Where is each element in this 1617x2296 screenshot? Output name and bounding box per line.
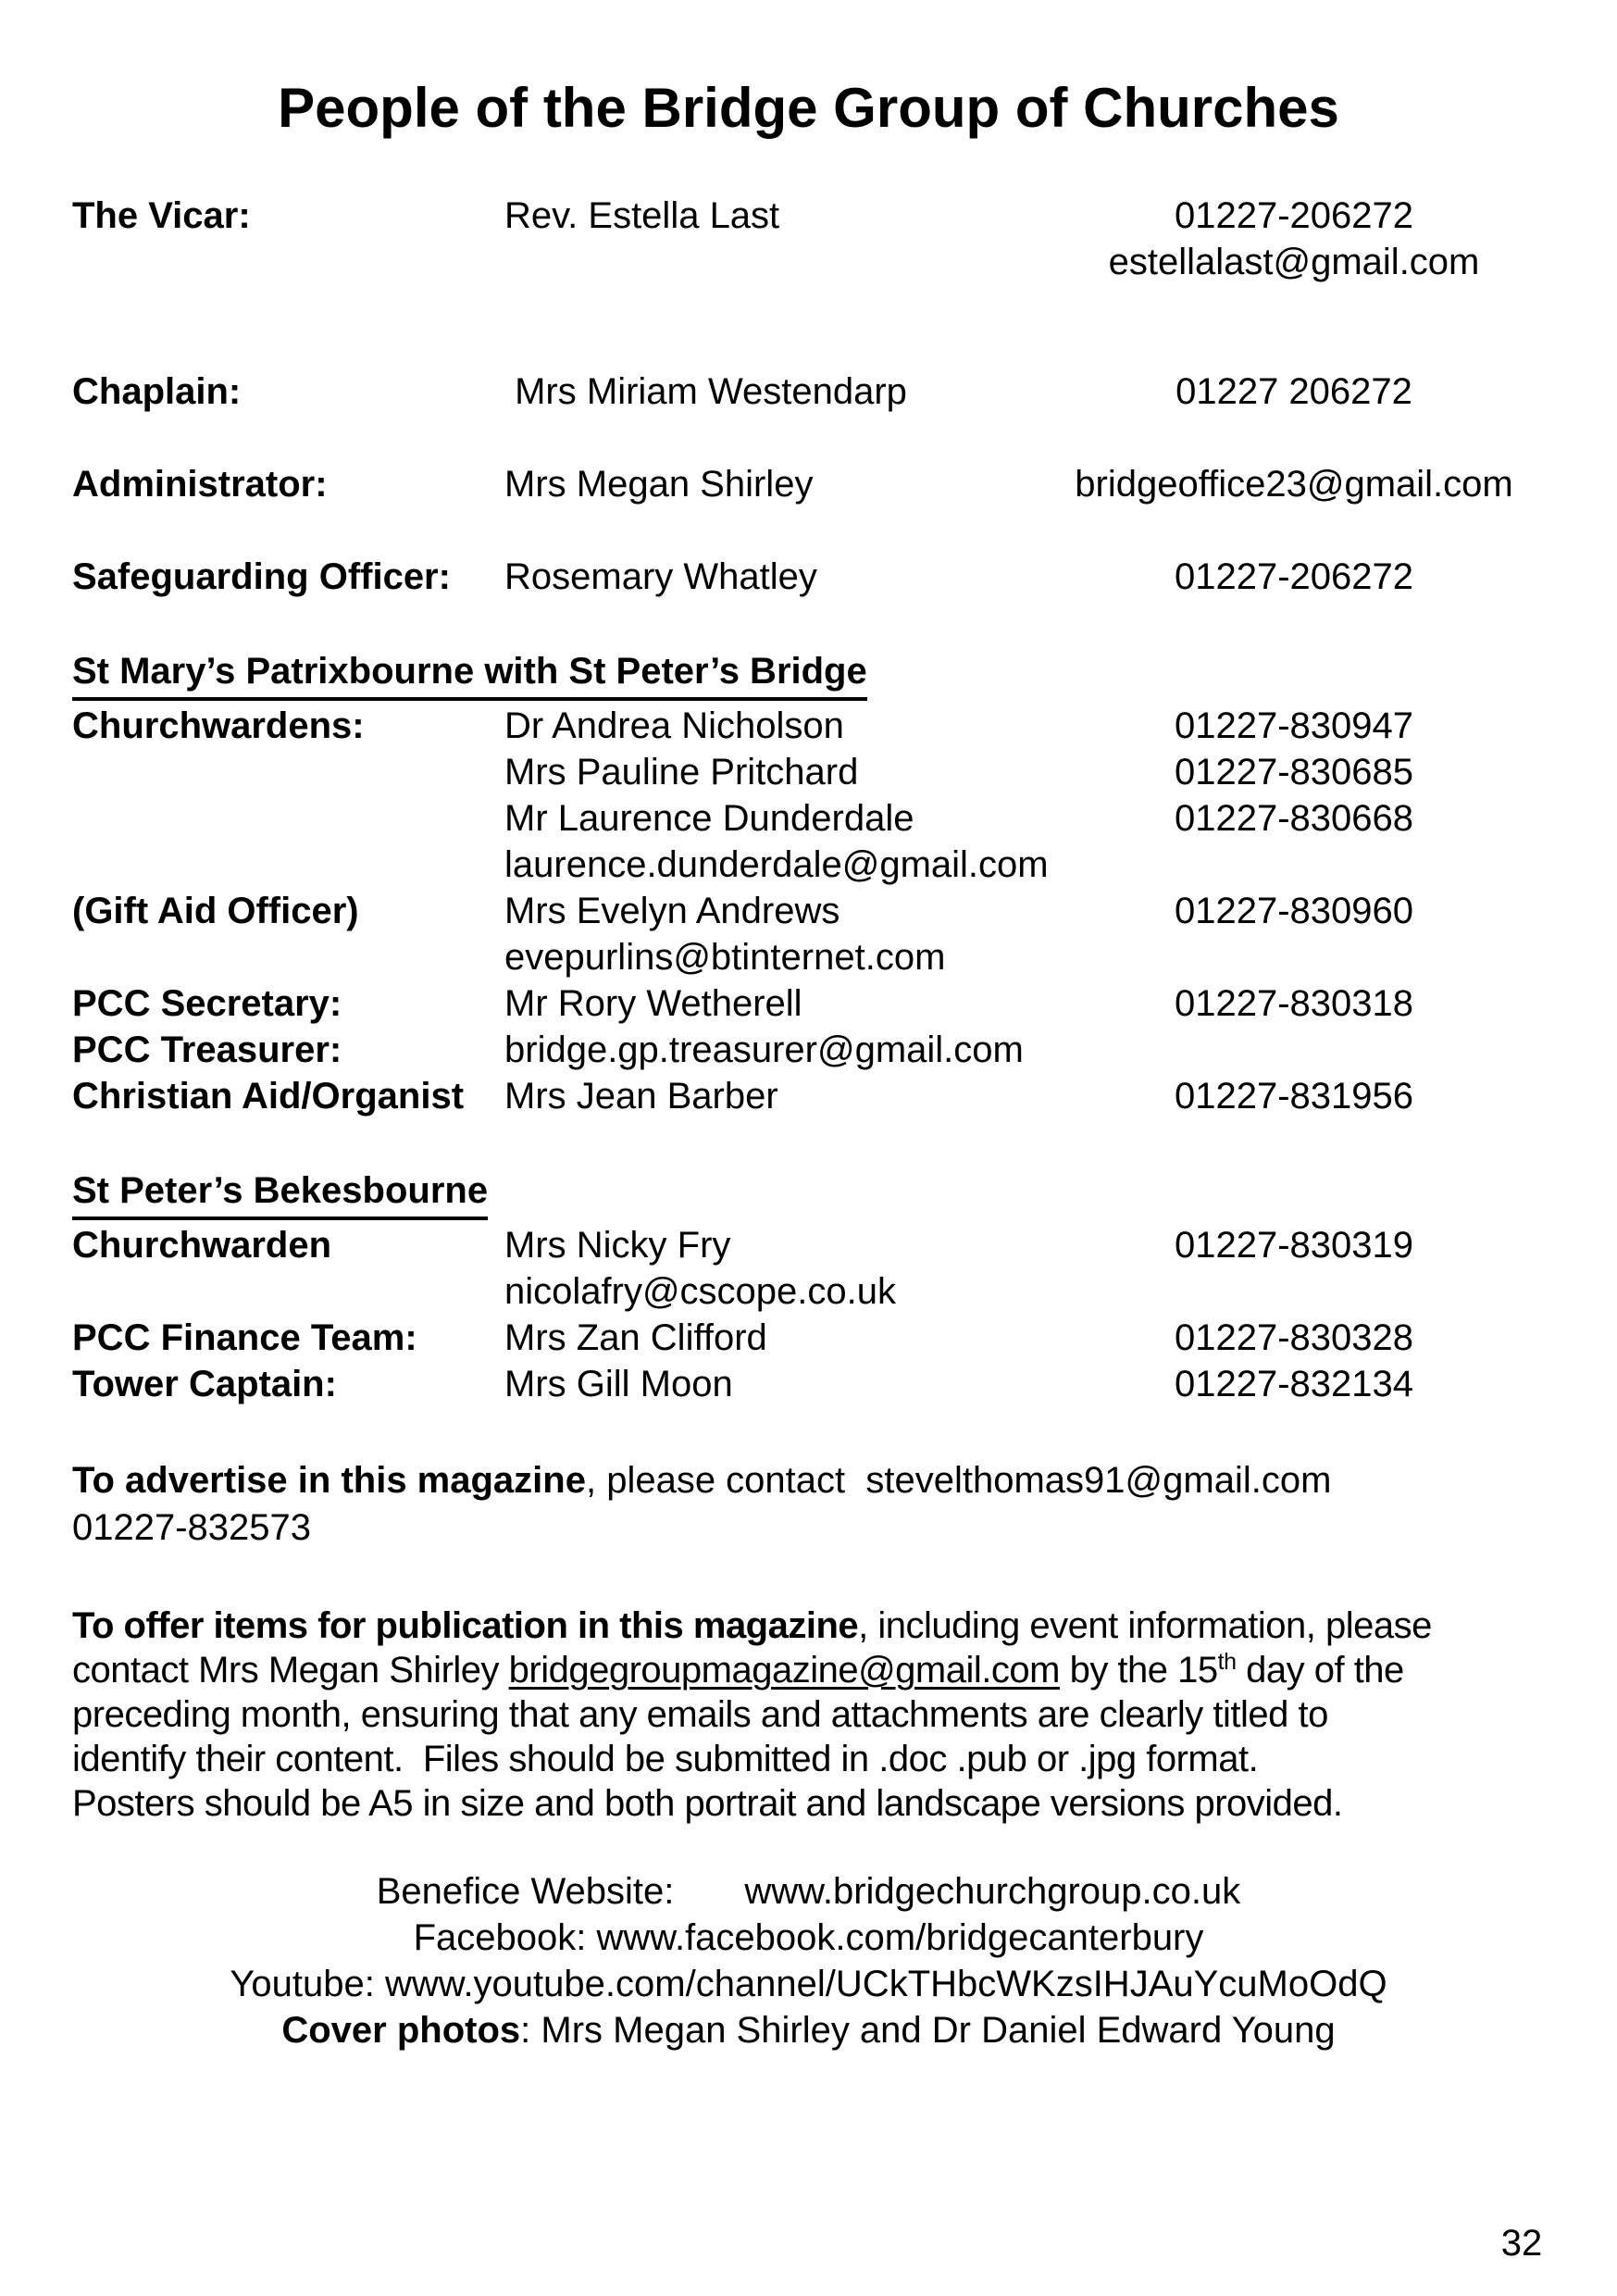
contact-value [1069,934,1519,980]
role-label: PCC Secretary: [72,983,342,1024]
superscript-ordinal: th [1217,1649,1237,1675]
role-label: Churchwarden [72,1225,332,1266]
directory-row [72,749,1545,795]
cover-photos-line [72,2007,1545,2053]
links-block [72,1868,1545,2053]
person-name: evepurlins@btinternet.com [504,937,946,978]
directory-row [72,1222,1545,1268]
contact-value: 01227-832134 [1174,1364,1414,1404]
advertise-contact-line [72,1457,1545,1504]
person-name: Mrs Gill Moon [504,1364,733,1404]
role-label: Christian Aid/Organist [72,1076,465,1117]
person-name: bridge.gp.treasurer@gmail.com [504,1029,1024,1070]
publication-line [72,1692,1545,1737]
contact-value: 01227-830318 [1174,983,1414,1024]
person-name: Mrs Nicky Fry [504,1225,731,1266]
contact-value: estellalast@gmail.com [1108,242,1480,282]
directory-row [72,980,1545,1027]
role-label: PCC Treasurer: [72,1029,342,1070]
publication-line [72,1737,1545,1781]
text-segment: : Mrs Megan Shirley and Dr Daniel Edward Young [520,2010,1336,2051]
section-heading-text: St Mary’s Patrixbourne with St Peter’s Bridge [72,646,867,701]
person-name [504,239,1069,285]
role-label: The Vicar: [72,195,251,236]
directory-top-rows [72,193,1545,600]
text-segment: day of the [1236,1650,1404,1691]
person-name: Mrs Miriam Westendarp [504,371,907,412]
facebook-line [72,1915,1545,1961]
role-label: (Gift Aid Officer) [72,891,359,931]
person-name: Rev. Estella Last [504,195,780,236]
section-bekesbourne [72,1166,1545,1407]
section-rows [72,1222,1545,1407]
benefice-website-line [72,1868,1545,1915]
contact-value: 01227-830319 [1174,1225,1414,1266]
text-segment: contact Mrs Megan Shirley [72,1650,509,1691]
page-number: 32 [1500,2223,1543,2264]
text-segment: identify their content. Files should be submitted in .doc .pub or .jpg format. [72,1739,1259,1779]
directory-row [72,795,1545,842]
publication-note [72,1603,1545,1826]
advertise-note [72,1457,1545,1552]
contacts-directory [72,193,1545,1407]
person-name: Mr Laurence Dunderdale [504,798,914,839]
directory-row [72,934,1545,980]
text-segment: Facebook: www.facebook.com/bridgecanterbury [413,1917,1204,1958]
person-name: Rosemary Whatley [504,556,817,597]
person-name: Mr Rory Wetherell [504,983,802,1024]
text-segment: , including event information, please [858,1605,1432,1646]
person-name: laurence.dunderdale@gmail.com [504,844,1049,885]
contact-value: 01227-830947 [1174,705,1414,746]
publication-line [72,1648,1545,1692]
role-label [72,795,504,842]
section-heading-text: St Peter’s Bekesbourne [72,1166,488,1220]
directory-row [72,461,1545,507]
contact-value: 01227-830960 [1174,891,1414,931]
contact-value: 01227-206272 [1174,195,1414,236]
section-heading [72,646,1545,701]
person-name: Mrs Pauline Pritchard [504,752,859,792]
section-rows [72,703,1545,1119]
text-segment: by the 15 [1059,1650,1218,1691]
directory-row [72,554,1545,600]
text-segment: Cover photos [281,2010,521,2051]
directory-row [72,1027,1545,1073]
person-name: Mrs Jean Barber [504,1076,778,1117]
page-title: People of the Bridge Group of Churches [278,77,1339,139]
directory-row [72,1268,1545,1315]
contact-value: 01227-206272 [1174,556,1414,597]
contact-value [1069,1027,1519,1073]
contact-value: 01227-830668 [1174,798,1414,839]
directory-row [72,1361,1545,1407]
directory-row [72,1315,1545,1361]
text-segment: , please contact stevelthomas91@gmail.com [585,1460,1332,1501]
person-name: nicolafry@cscope.co.uk [504,1271,897,1312]
contact-value [1069,842,1519,888]
publication-line [72,1781,1545,1826]
role-label [72,1268,504,1315]
role-label: Administrator: [72,464,328,505]
directory-row [72,239,1545,285]
section-st-marys [72,646,1545,1119]
directory-row [72,888,1545,934]
text-segment: www.bridgechurchgroup.co.uk [744,1871,1241,1912]
text-segment: To offer items for publication in this magazine [72,1605,859,1646]
text-segment: Posters should be A5 in size and both portrait and landscape versions provided. [72,1783,1343,1824]
section-heading [72,1166,1545,1220]
text-segment: preceding month, ensuring that any emails and attachments are clearly titled to [72,1694,1328,1735]
role-label: Churchwardens: [72,705,365,746]
text-segment: To advertise in this magazine [72,1460,586,1501]
text-segment: 01227-832573 [72,1507,312,1548]
role-label [72,842,504,888]
text-segment: Benefice Website: [376,1871,675,1912]
role-label [72,239,504,285]
contact-value [1069,1268,1519,1315]
role-label [72,749,504,795]
advertise-phone-line [72,1504,1545,1552]
directory-row [72,703,1545,749]
directory-row [72,842,1545,888]
youtube-line [72,1961,1545,2007]
text-segment: Youtube: www.youtube.com/channel/UCkTHbcWKzsIHJAuYcuMoOdQ [230,1964,1387,2004]
role-label: PCC Finance Team: [72,1317,417,1358]
publication-line [72,1603,1545,1648]
role-label: Chaplain: [72,371,242,412]
contact-value: 01227 206272 [1175,371,1412,412]
role-label: Tower Captain: [72,1364,337,1404]
contact-value: 01227-830685 [1174,752,1414,792]
directory-row [72,193,1545,239]
person-name: Mrs Megan Shirley [504,464,814,505]
person-name: Dr Andrea Nicholson [504,705,844,746]
contact-value: 01227-830328 [1174,1317,1414,1358]
role-label [72,934,504,980]
contact-value: 01227-831956 [1174,1076,1414,1117]
magazine-email-link[interactable]: bridgegroupmagazine@gmail.com [508,1650,1060,1691]
role-label: Safeguarding Officer: [72,556,451,597]
contact-value: bridgeoffice23@gmail.com [1075,464,1513,505]
person-name: Mrs Zan Clifford [504,1317,767,1358]
directory-row [72,1073,1545,1119]
directory-row [72,368,1545,415]
person-name: Mrs Evelyn Andrews [504,891,840,931]
